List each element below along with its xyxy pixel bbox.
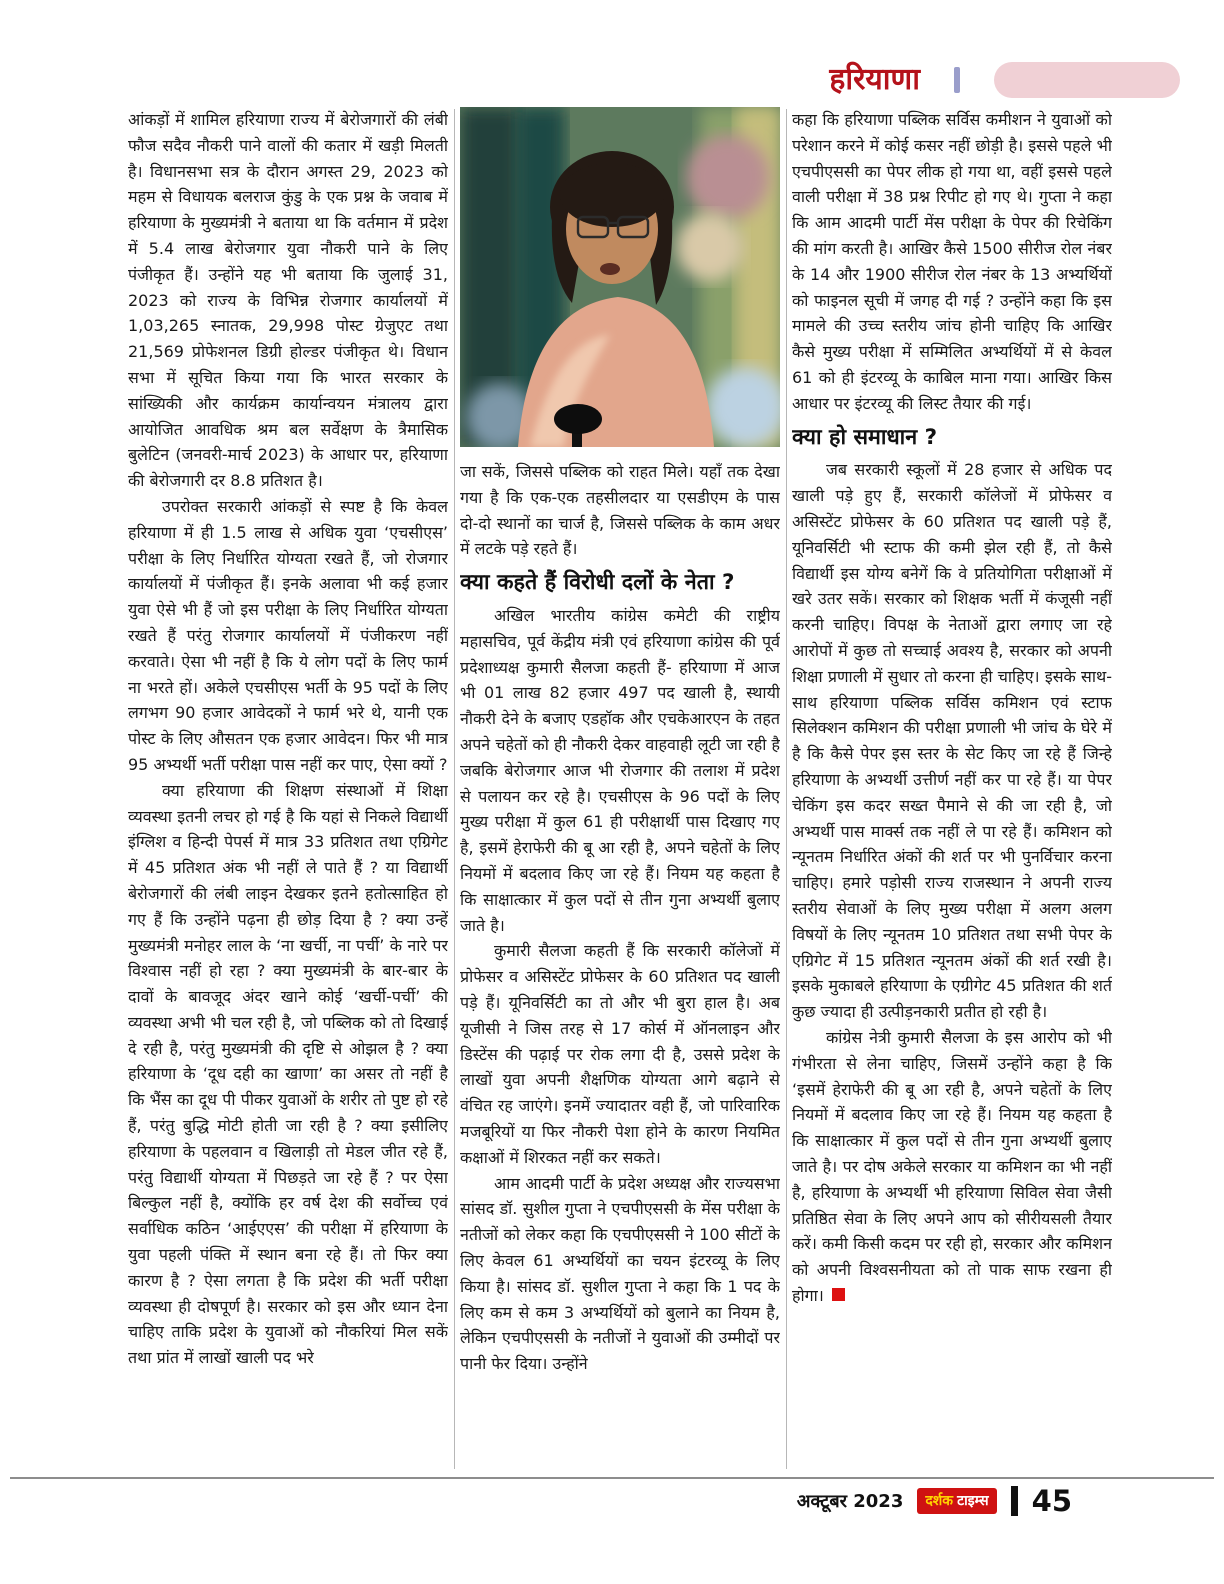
paragraph: [792, 1025, 1112, 1309]
paragraph: कुमारी सैलजा कहती हैं कि सरकारी कॉलेजों में प्रोफेसर व असिस्टेंट प्रोफेसर के 60 प्रतिशत पद खाली पड़े हैं। यूनिवर्सिटी का तो और भी बुरा हाल है। अब यूजीसी ने जिस तरह से 17 कोर्स में ऑनलाइन और डिस्टेंस की पढ़ाई पर रोक लगा दी है, उससे प्रदेश के लाखों युवा अपनी शैक्षणिक योग्यता आगे बढ़ाने से वंचित रह जाएंगे। इनमें ज्यादातर वही हैं, जो पारिवारिक मजबूरियों या फिर नौकरी पेशा होने के कारण नियमित कक्षाओं में शिरकत नहीं कर सकते।: [460, 941, 780, 1167]
paragraph: अखिल भारतीय कांग्रेस कमेटी की राष्ट्रीय महासचिव, पूर्व केंद्रीय मंत्री एवं हरियाणा कांग्रेस की पूर्व प्रदेशाध्यक्ष कुमारी सैलजा कहती हैं- हरियाणा में आज भी 01 लाख 82 हजार 497 पद खाली है, स्थायी नौकरी देने के बजाए एडहॉक और एचकेआरएन के तहत अपने चहेतों को ही नौकरी देकर वाहवाही लूटी जा रही है जबकि बेरोजगार आज भी रोजगार की तलाश में प्रदेश से पलायन कर रहे है। एचसीएस के 96 पदों के लिए मुख्य परीक्षा में कुल 61 ही परीक्षार्थी पास दिखाए गए है, इसमें हेराफेरी की बू आ रही है, अपने चहेतों के लिए नियमों में बदलाव किए जा रहे हैं। नियम यह कहता है कि साक्षात्कार में कुल पदों से तीन गुना अभ्यर्थी बुलाए जाते है।: [460, 606, 780, 935]
page-footer: [796, 1483, 1072, 1518]
column-divider: [454, 109, 455, 1469]
footer-rule: [10, 1477, 1214, 1479]
magazine-logo-word2: टाइम्स: [957, 1493, 989, 1509]
issue-date: अक्टूबर 2023: [796, 1491, 904, 1512]
magazine-logo: [917, 1488, 996, 1514]
paragraph: आंकड़ों में शामिल हरियाणा राज्य में बेरोजगारों की लंबी फौज सदैव नौकरी पाने वालों की कतार में खड़ी मिलती है। विधानसभा सत्र के दौरान अगस्त 29, 2023 को महम से विधायक बलराज कुंडु के एक प्रश्न के जवाब में हरियाणा के मुख्यमंत्री ने बताया था कि वर्तमान में प्रदेश में 5.4 लाख बेरोजगार युवा नौकरी पाने के लिए पंजीकृत हैं। उन्होंने यह भी बताया कि जुलाई 31, 2023 को राज्य के विभिन्न रोजगार कार्यालयों में 1,03,265 स्नातक, 29,998 पोस्ट ग्रेजुएट तथा 21,569 प्रोफेशनल डिग्री होल्डर पंजीकृत थे। विधान सभा में सूचित किया गया कि भारत सरकार के सांख्यिकी और कार्यक्रम कार्यान्वयन मंत्रालय द्वारा आयोजित आवधिक श्रम बल सर्वेक्षण के त्रैमासिक बुलेटिन (जनवरी-मार्च 2023) के आधार पर, हरियाणा की बेरोजगारी दर 8.8 प्रतिशत है।: [128, 110, 448, 491]
page-number: 45: [1031, 1483, 1072, 1518]
paragraph: जा सकें, जिससे पब्लिक को राहत मिले। यहाँ तक देखा गया है कि एक-एक तहसीलदार या एसडीएम के पास दो-दो स्थानों का चार्ज है, जिससे पब्लिक के काम अधर में लटके पड़े रहते हैं।: [460, 462, 780, 559]
magazine-logo-word1: दर्शक: [925, 1493, 954, 1509]
paragraph: कहा कि हरियाणा पब्लिक सर्विस कमीशन ने युवाओं को परेशान करने में कोई कसर नहीं छोड़ी है। इससे पहले भी एचपीएससी का पेपर लीक हो गया था, वहीं इससे पहले वाली परीक्षा में 38 प्रश्न रिपीट हो गए थे। गुप्ता ने कहा कि आम आदमी पार्टी मेंस परीक्षा के पेपर की रिचेकिंग की मांग करती है। आखिर कैसे 1500 सीरीज रोल नंबर के 14 और 1900 सीरीज रोल नंबर के 13 अभ्यर्थियों को फाइनल सूची में जगह दी गई ? उन्होंने कहा कि इस मामले की उच्च स्तरीय जांच होनी चाहिए कि आखिर कैसे मुख्य परीक्षा में सम्मिलित अभ्यर्थियों में से केवल 61 को ही इंटरव्यू के काबिल माना गया। आखिर किस आधार पर इंटरव्यू की लिस्ट तैयार की गई।: [792, 110, 1112, 413]
column-3: [792, 107, 1112, 1473]
paragraph: जब सरकारी स्कूलों में 28 हजार से अधिक पद खाली पड़े हुए हैं, सरकारी कॉलेजों में प्रोफेसर व असिस्टेंट प्रोफेसर के 60 प्रतिशत पद खाली पड़े हैं, यूनिवर्सिटी भी स्टाफ की कमी झेल रही हैं, तो कैसे विद्यार्थी इस योग्य बनेगें कि वे प्रतियोगिता परीक्षाओं में खरे उतर सकें। सरकार को शिक्षक भर्ती में कंजूसी नहीं करनी चाहिए। विपक्ष के नेताओं द्वारा लगाए जा रहे आरोपों में कुछ तो सच्चाई अवश्य है, सरकार को अपनी शिक्षा प्रणाली में सुधार तो करना ही चाहिए। इसके साथ-साथ हरियाणा पब्लिक सर्विस कमिशन एवं स्टाफ सिलेक्शन कमिशन की परीक्षा प्रणाली भी जांच के घेरे में है कि कैसे पेपर इस स्तर के सेट किए जा रहे हैं जिन्हे हरियाणा के अभ्यर्थी उत्तीर्ण नहीं कर पा रहे हैं। या पेपर चेकिंग इस कदर सख्त पैमाने से की जा रही है, जो अभ्यर्थी पास मार्क्स तक नहीं ले पा रहे हैं। कमिशन को न्यूनतम निर्धारित अंकों की शर्त पर भी पुनर्विचार करना चाहिए। हमारे पड़ोसी राज्य राजस्थान ने अपनी राज्य स्तरीय सेवाओं के लिए मुख्य परीक्षा में अलग अलग विषयों के लिए न्यूनतम 10 प्रतिशत तथा सभी पेपर के एग्रिगेट में 15 प्रतिशत न्यूनतम अंकों की शर्त रखी है। इसके मुकाबले हरियाणा के एग्रीगेट 45 प्रतिशत की शर्त कुछ ज्यादा ही उत्पीड़नकारी प्रतीत हो रही है।: [792, 460, 1112, 1022]
footer-separator-bar: [1011, 1486, 1018, 1516]
article-body: [128, 107, 1112, 1473]
column-1: [128, 107, 448, 1473]
press-photo: [460, 107, 780, 447]
column-2: [460, 107, 780, 1473]
header-pill-decoration: [994, 62, 1180, 98]
paragraph: आम आदमी पार्टी के प्रदेश अध्यक्ष और राज्यसभा सांसद डॉ. सुशील गुप्ता ने एचपीएससी के मेंस परीक्षा के नतीजों को लेकर कहा कि एचपीएससी ने 100 सीटों के लिए केवल 61 अभ्यर्थियों का चयन इंटरव्यू के लिए किया है। सांसद डॉ. सुशील गुप्ता ने कहा कि 1 पद के लिए कम से कम 3 अभ्यर्थियों को बुलाने का नियम है, लेकिन एचपीएससी के नतीजों ने युवाओं की उम्मीदों पर पानी फेर दिया। उन्होंने: [460, 1173, 780, 1374]
paragraph: उपरोक्त सरकारी आंकड़ों से स्पष्ट है कि केवल हरियाणा में ही 1.5 लाख से अधिक युवा ‘एचसीएस’ परीक्षा के लिए निर्धारित योग्यता रखते हैं, जो रोजगार कार्यालयों में पंजीकृत हैं। इनके अलावा भी कई हजार युवा ऐसे भी हैं जो इस परीक्षा के लिए निर्धारित योग्यता रखते हैं परंतु रोजगार कार्यालयों में पंजीकरण नहीं करवाते। ऐसा भी नहीं है कि ये लोग पदों के लिए फार्म ना भरते हों। अकेले एचसीएस भर्ती के 95 पदों के लिए लगभग 90 हजार आवेदकों ने फार्म भरे थे, यानी एक पोस्ट के लिए औसतन एक हजार आवेदन। फिर भी मात्र 95 अभ्यर्थी भर्ती परीक्षा पास नहीं कर पाए, ऐसा क्यों ?: [128, 496, 448, 774]
article-end-marker: [832, 1288, 845, 1301]
section-title: हरियाणा: [829, 62, 920, 97]
column-divider: [786, 109, 787, 1469]
subheading-opposition-leaders: क्या कहते हैं विरोधी दलों के नेता ?: [460, 570, 735, 596]
subheading-solution: क्या हो समाधान ?: [792, 424, 938, 450]
paragraph: क्या हरियाणा की शिक्षण संस्थाओं में शिक्षा व्यवस्था इतनी लचर हो गई है कि यहां से निकले विद्यार्थी इंग्लिश व हिन्दी पेपर्स में मात्र 33 प्रतिशत तथा एग्रिगेट में 45 प्रतिशत अंक भी नहीं ले पाते हैं ? या विद्यार्थी बेरोजगारों की लंबी लाइन देखकर इतने हतोत्साहित हो गए हैं कि उन्होंने पढ़ना ही छोड़ दिया है ? क्या उन्हें मुख्यमंत्री मनोहर लाल के ‘ना खर्ची, ना पर्ची’ के नारे पर विश्वास नहीं हो रहा ? क्या मुख्यमंत्री के बार-बार के दावों के बावजूद अंदर खाने कोई ‘खर्ची-पर्ची’ की व्यवस्था अभी भी चल रही है, जो पब्लिक को तो दिखाई दे रही है, परंतु मुख्यमंत्री की दृष्टि से ओझल है ? क्या हरियाणा के ‘दूध दही का खाणा’ का असर तो नहीं है कि भैंस का दूध पी पीकर युवाओं के शरीर तो पुष्ट हो रहे हैं, परंतु बुद्धि मोटी होती जा रही है ? क्या इसीलिए हरियाणा के पहलवान व खिलाड़ी तो मेडल जीत रहे हैं, परंतु विद्यार्थी योग्यता में पिछड़ते जा रहे हैं ? पर ऐसा बिल्कुल नहीं है, क्योंकि हर वर्ष देश की सर्वोच्च एवं सर्वाधिक कठिन ‘आईएएस’ की परीक्षा में हरियाणा के युवा पहली पंक्ति में स्थान बना रहे हैं। तो फिर क्या कारण है ? ऐसा लगता है कि प्रदेश की भर्ती परीक्षा व्यवस्था ही दोषपूर्ण है। सरकार को इस और ध्यान देना चाहिए ताकि प्रदेश के युवाओं को नौकरियां मिल सकें तथा प्रांत में लाखों खाली पद भरे: [128, 780, 448, 1368]
page-header: [829, 62, 1180, 98]
header-divider: [954, 67, 960, 93]
paragraph-text: कांग्रेस नेत्री कुमारी सैलजा के इस आरोप को भी गंभीरता से लेना चाहिए, जिसमें उन्होंने कहा है कि ‘इसमें हेराफेरी की बू आ रही है, अपने चहेतों के लिए नियमों में बदलाव किए जा रहे हैं। नियम यह कहता है कि साक्षात्कार में कुल पदों से तीन गुना अभ्यर्थी बुलाए जाते है। पर दोष अकेले सरकार या कमिशन का भी नहीं है, हरियाणा के अभ्यर्थी भी हरियाणा सिविल सेवा जैसी प्रतिष्ठित सेवा के लिए अपने आप को सीरीयसली तैयार करें। कमी किसी कदम पर रही हो, सरकार और कमिशन को अपनी विश्वसनीयता को तो पाक साफ रखना ही होगा।: [792, 1027, 1112, 1305]
